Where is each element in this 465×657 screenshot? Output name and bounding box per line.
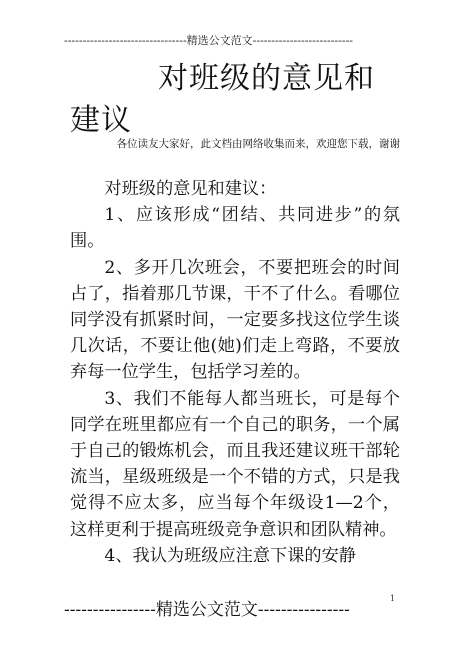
document-title: 对班级的意见和建议 bbox=[70, 61, 375, 138]
body-paragraph: 1、应该形成“团结、共同进步”的氛围。 bbox=[70, 205, 400, 252]
body-paragraph: 4、我认为班级应注意下课的安静 bbox=[104, 545, 356, 566]
body-paragraph: 对班级的意见和建议： bbox=[104, 179, 277, 199]
body-paragraph: 3、我们不能每人都当班长，可是每个同学在班里都应有一个自己的职务，一个属于自己的锻炼机会，而且我还建议班干部轮流当，星级班级是一个不错的方式，只是我觉得不应太多，应当每个年级设1—2个，这样更利于提高班级竞争意识和团队精神。 bbox=[70, 388, 400, 540]
page-number: 1 bbox=[390, 594, 396, 603]
intro-note: 各位读友大家好，此文档由网络收集而来，欢迎您下载，谢谢 bbox=[116, 138, 400, 150]
page-header: ---------------------------------精选公文范文--------------------------- bbox=[64, 34, 354, 47]
body-paragraph: 2、多开几次班会，不要把班会的时间占了，指着那几节课，干不了什么。看哪位同学没有抓紧时间，一定要多找这位学生谈几次话，不要让他(她)们走上弯路，不要放弃每一位学生，包括学习差的。 bbox=[70, 257, 400, 383]
page-footer: ----------------精选公文范文---------------- bbox=[64, 600, 350, 620]
document-body bbox=[70, 176, 400, 569]
